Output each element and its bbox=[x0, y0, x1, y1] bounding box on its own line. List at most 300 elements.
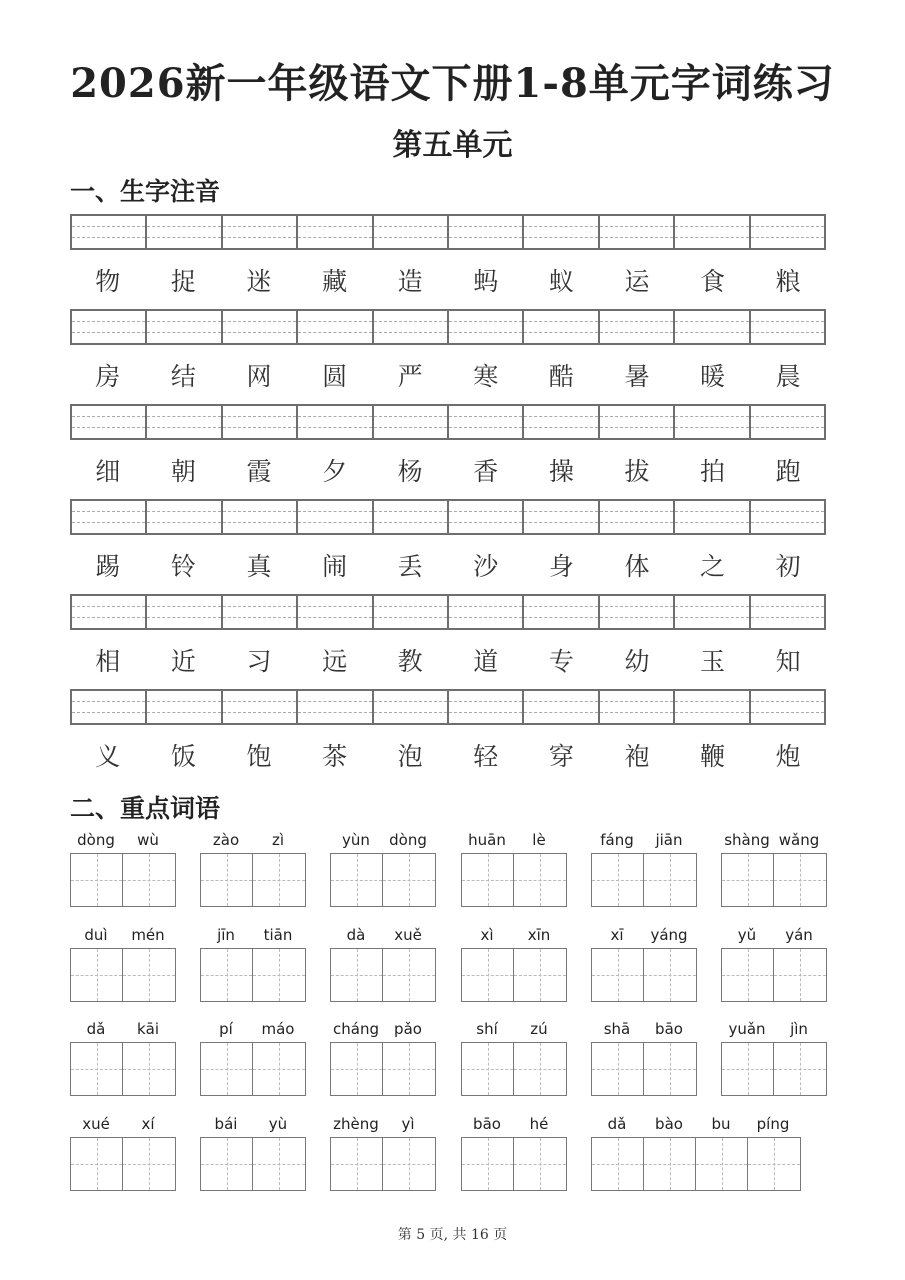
tianzige-box-group bbox=[330, 853, 436, 907]
character: 拔 bbox=[624, 457, 650, 486]
character: 香 bbox=[473, 457, 499, 486]
character-row bbox=[70, 640, 826, 680]
pinyin-syllable: dǎ bbox=[607, 1115, 627, 1133]
pinyin-syllable: pí bbox=[219, 1020, 233, 1038]
character: 近 bbox=[170, 647, 196, 676]
pinyin-writing-cell[interactable] bbox=[600, 691, 675, 723]
section-heading-words: 二、重点词语 bbox=[70, 794, 221, 823]
pinyin-writing-cell[interactable] bbox=[675, 406, 750, 438]
pinyin-writing-cell[interactable] bbox=[600, 596, 675, 628]
unit-subtitle: 第五单元 bbox=[392, 128, 513, 163]
pinyin-writing-cell[interactable] bbox=[675, 691, 750, 723]
tianzige-box[interactable] bbox=[71, 1043, 123, 1095]
character: 细 bbox=[95, 457, 121, 486]
tianzige-box[interactable] bbox=[696, 1138, 748, 1190]
pinyin-syllable: jīn bbox=[217, 926, 235, 944]
pinyin-syllable: bāo bbox=[473, 1115, 501, 1133]
character-row bbox=[70, 355, 826, 395]
pinyin-syllable: pǎo bbox=[394, 1020, 422, 1038]
tianzige-box[interactable] bbox=[123, 854, 175, 906]
pinyin-syllable: yǔ bbox=[737, 926, 757, 944]
pinyin-writing-cell[interactable] bbox=[524, 691, 599, 723]
word-group bbox=[591, 926, 697, 1002]
character: 丢 bbox=[397, 552, 423, 581]
tianzige-box-group bbox=[591, 948, 697, 1002]
character-row bbox=[70, 735, 826, 775]
word-group bbox=[591, 1115, 801, 1191]
character: 饱 bbox=[246, 742, 272, 771]
word-pinyin bbox=[200, 831, 306, 853]
page-title: 2026新一年级语文下册1-8单元字词练习 bbox=[70, 60, 835, 107]
word-group bbox=[461, 926, 567, 1002]
pinyin-syllable: xí bbox=[141, 1115, 155, 1133]
pinyin-writing-cell[interactable] bbox=[298, 406, 373, 438]
tianzige-box[interactable] bbox=[722, 949, 774, 1001]
character: 粮 bbox=[775, 267, 801, 296]
word-group bbox=[461, 831, 567, 907]
tianzige-box[interactable] bbox=[123, 949, 175, 1001]
pinyin-syllable: xī bbox=[610, 926, 624, 944]
character: 晨 bbox=[775, 362, 801, 391]
pinyin-writing-cell[interactable] bbox=[147, 596, 222, 628]
character: 捉 bbox=[170, 267, 196, 296]
pinyin-syllable: bāo bbox=[655, 1020, 683, 1038]
tianzige-box[interactable] bbox=[123, 1138, 175, 1190]
word-pinyin bbox=[591, 831, 697, 853]
pinyin-writing-cell[interactable] bbox=[751, 216, 824, 248]
pinyin-syllable: yán bbox=[785, 926, 813, 944]
word-pinyin bbox=[461, 926, 567, 948]
character-row bbox=[70, 545, 826, 585]
word-pinyin bbox=[591, 926, 697, 948]
pinyin-writing-row bbox=[70, 404, 826, 440]
pinyin-syllable: xué bbox=[82, 1115, 110, 1133]
word-pinyin bbox=[330, 1115, 436, 1137]
pinyin-syllable: dòng bbox=[389, 831, 427, 849]
word-group bbox=[330, 1115, 436, 1191]
character: 圆 bbox=[322, 362, 348, 391]
pinyin-syllable: wù bbox=[137, 831, 159, 849]
tianzige-box[interactable] bbox=[123, 1043, 175, 1095]
pinyin-syllable: xīn bbox=[527, 926, 551, 944]
pinyin-writing-cell[interactable] bbox=[449, 596, 524, 628]
pinyin-writing-cell[interactable] bbox=[223, 596, 298, 628]
word-pinyin bbox=[330, 831, 436, 853]
word-pinyin bbox=[461, 831, 567, 853]
pinyin-writing-cell[interactable] bbox=[600, 406, 675, 438]
pinyin-writing-cell[interactable] bbox=[600, 501, 675, 533]
character: 暖 bbox=[700, 362, 726, 391]
pinyin-syllable: kāi bbox=[136, 1020, 160, 1038]
tianzige-box-group bbox=[330, 1137, 436, 1191]
pinyin-writing-cell[interactable] bbox=[751, 311, 824, 343]
pinyin-writing-cell[interactable] bbox=[298, 501, 373, 533]
word-pinyin bbox=[721, 926, 827, 948]
pinyin-syllable: shí bbox=[476, 1020, 498, 1038]
pinyin-syllable: píng bbox=[756, 1115, 790, 1133]
word-group bbox=[70, 831, 176, 907]
character: 沙 bbox=[473, 552, 499, 581]
word-pinyin bbox=[200, 1115, 306, 1137]
character: 网 bbox=[246, 362, 272, 391]
tianzige-box[interactable] bbox=[201, 949, 253, 1001]
tianzige-box[interactable] bbox=[383, 854, 435, 906]
pinyin-writing-cell[interactable] bbox=[374, 691, 449, 723]
tianzige-box-group bbox=[721, 1042, 827, 1096]
tianzige-box[interactable] bbox=[331, 949, 383, 1001]
tianzige-box[interactable] bbox=[592, 949, 644, 1001]
tianzige-box-group bbox=[591, 853, 697, 907]
tianzige-box-group bbox=[70, 1042, 176, 1096]
character: 闹 bbox=[322, 552, 348, 581]
pinyin-syllable: dòng bbox=[77, 831, 115, 849]
tianzige-box[interactable] bbox=[383, 949, 435, 1001]
pinyin-writing-cell[interactable] bbox=[298, 691, 373, 723]
word-pinyin bbox=[330, 1020, 436, 1042]
word-pinyin bbox=[721, 831, 827, 853]
character: 茶 bbox=[322, 742, 348, 771]
character: 踢 bbox=[95, 552, 121, 581]
tianzige-box[interactable] bbox=[383, 1138, 435, 1190]
tianzige-box-group bbox=[70, 853, 176, 907]
pinyin-writing-cell[interactable] bbox=[524, 596, 599, 628]
word-pinyin bbox=[200, 926, 306, 948]
character: 体 bbox=[624, 552, 650, 581]
pinyin-syllable: yù bbox=[268, 1115, 288, 1133]
word-pinyin bbox=[70, 1115, 176, 1137]
pinyin-writing-cell[interactable] bbox=[374, 216, 449, 248]
character: 杨 bbox=[397, 457, 423, 486]
character: 炮 bbox=[775, 742, 801, 771]
pinyin-writing-cell[interactable] bbox=[449, 216, 524, 248]
pinyin-syllable: yùn bbox=[342, 831, 370, 849]
tianzige-box[interactable] bbox=[748, 1138, 800, 1190]
tianzige-box-group bbox=[461, 1137, 567, 1191]
character: 严 bbox=[397, 362, 423, 391]
page-number: 第 5 页, 共 16 页 bbox=[397, 1227, 508, 1243]
character: 习 bbox=[246, 647, 272, 676]
word-pinyin bbox=[330, 926, 436, 948]
pinyin-syllable: bu bbox=[711, 1115, 731, 1133]
tianzige-box[interactable] bbox=[71, 854, 123, 906]
pinyin-syllable: zhèng bbox=[333, 1115, 379, 1133]
word-group bbox=[721, 926, 827, 1002]
word-group bbox=[721, 831, 827, 907]
tianzige-box[interactable] bbox=[514, 949, 566, 1001]
word-group bbox=[330, 831, 436, 907]
character: 泡 bbox=[397, 742, 423, 771]
tianzige-box-group bbox=[461, 853, 567, 907]
pinyin-writing-cell[interactable] bbox=[72, 216, 147, 248]
pinyin-syllable: jiān bbox=[655, 831, 683, 849]
pinyin-syllable: yì bbox=[401, 1115, 415, 1133]
pinyin-syllable: fáng bbox=[600, 831, 634, 849]
tianzige-box[interactable] bbox=[592, 1043, 644, 1095]
pinyin-writing-cell[interactable] bbox=[147, 406, 222, 438]
character: 穿 bbox=[548, 742, 574, 771]
pinyin-writing-cell[interactable] bbox=[147, 691, 222, 723]
pinyin-syllable: mén bbox=[131, 926, 165, 944]
pinyin-writing-row bbox=[70, 594, 826, 630]
character: 寒 bbox=[473, 362, 499, 391]
pinyin-writing-cell[interactable] bbox=[374, 501, 449, 533]
pinyin-syllable: huān bbox=[468, 831, 506, 849]
tianzige-box[interactable] bbox=[253, 1043, 305, 1095]
tianzige-box[interactable] bbox=[201, 1043, 253, 1095]
pinyin-syllable: wǎng bbox=[778, 831, 820, 849]
tianzige-box[interactable] bbox=[722, 854, 774, 906]
word-pinyin bbox=[591, 1115, 801, 1137]
tianzige-box[interactable] bbox=[201, 1138, 253, 1190]
tianzige-box[interactable] bbox=[253, 949, 305, 1001]
tianzige-box-group bbox=[200, 1042, 306, 1096]
tianzige-box[interactable] bbox=[644, 1138, 696, 1190]
character: 知 bbox=[775, 647, 801, 676]
pinyin-writing-cell[interactable] bbox=[147, 216, 222, 248]
tianzige-box-group bbox=[591, 1137, 801, 1191]
character: 操 bbox=[548, 457, 574, 486]
pinyin-writing-row bbox=[70, 499, 826, 535]
pinyin-writing-cell[interactable] bbox=[751, 596, 824, 628]
tianzige-box[interactable] bbox=[592, 1138, 644, 1190]
tianzige-box[interactable] bbox=[644, 854, 696, 906]
pinyin-writing-cell[interactable] bbox=[72, 501, 147, 533]
word-pinyin bbox=[721, 1020, 827, 1042]
tianzige-box[interactable] bbox=[201, 854, 253, 906]
tianzige-box-group bbox=[330, 1042, 436, 1096]
character: 身 bbox=[548, 552, 574, 581]
word-group bbox=[330, 926, 436, 1002]
character: 饭 bbox=[170, 742, 196, 771]
word-group bbox=[461, 1020, 567, 1096]
word-group bbox=[70, 926, 176, 1002]
pinyin-writing-cell[interactable] bbox=[298, 311, 373, 343]
pinyin-syllable: hé bbox=[529, 1115, 549, 1133]
pinyin-writing-cell[interactable] bbox=[298, 216, 373, 248]
pinyin-writing-cell[interactable] bbox=[675, 216, 750, 248]
pinyin-writing-cell[interactable] bbox=[600, 216, 675, 248]
pinyin-syllable: lè bbox=[532, 831, 546, 849]
word-group bbox=[721, 1020, 827, 1096]
tianzige-box[interactable] bbox=[462, 1138, 514, 1190]
tianzige-box[interactable] bbox=[253, 854, 305, 906]
tianzige-box[interactable] bbox=[774, 1043, 826, 1095]
character: 酷 bbox=[548, 362, 574, 391]
word-group bbox=[200, 831, 306, 907]
character: 拍 bbox=[700, 457, 726, 486]
pinyin-syllable: jìn bbox=[790, 1020, 808, 1038]
pinyin-syllable: shàng bbox=[724, 831, 770, 849]
character: 物 bbox=[95, 267, 121, 296]
character: 相 bbox=[95, 647, 121, 676]
character: 玉 bbox=[700, 647, 726, 676]
tianzige-box[interactable] bbox=[644, 1043, 696, 1095]
character: 暑 bbox=[624, 362, 650, 391]
tianzige-box[interactable] bbox=[462, 949, 514, 1001]
pinyin-writing-cell[interactable] bbox=[223, 406, 298, 438]
pinyin-syllable: yáng bbox=[650, 926, 688, 944]
pinyin-syllable: dà bbox=[346, 926, 366, 944]
tianzige-box-group bbox=[200, 1137, 306, 1191]
pinyin-writing-cell[interactable] bbox=[449, 691, 524, 723]
pinyin-syllable: máo bbox=[261, 1020, 295, 1038]
tianzige-box[interactable] bbox=[331, 1043, 383, 1095]
character: 铃 bbox=[170, 552, 196, 581]
tianzige-box[interactable] bbox=[462, 1043, 514, 1095]
character: 专 bbox=[548, 647, 574, 676]
word-pinyin bbox=[70, 831, 176, 853]
character: 鞭 bbox=[700, 742, 726, 771]
word-pinyin bbox=[461, 1115, 567, 1137]
pinyin-writing-cell[interactable] bbox=[751, 691, 824, 723]
character: 幼 bbox=[624, 647, 650, 676]
pinyin-writing-cell[interactable] bbox=[374, 311, 449, 343]
pinyin-writing-cell[interactable] bbox=[223, 216, 298, 248]
pinyin-writing-cell[interactable] bbox=[524, 216, 599, 248]
tianzige-box[interactable] bbox=[774, 854, 826, 906]
pinyin-writing-cell[interactable] bbox=[675, 596, 750, 628]
pinyin-writing-cell[interactable] bbox=[600, 311, 675, 343]
character: 袍 bbox=[624, 742, 650, 771]
pinyin-syllable: zào bbox=[212, 831, 240, 849]
tianzige-box[interactable] bbox=[514, 1138, 566, 1190]
character: 夕 bbox=[322, 457, 348, 486]
pinyin-writing-cell[interactable] bbox=[524, 406, 599, 438]
tianzige-box[interactable] bbox=[774, 949, 826, 1001]
pinyin-syllable: tiān bbox=[263, 926, 293, 944]
word-group bbox=[591, 1020, 697, 1096]
character: 造 bbox=[397, 267, 423, 296]
tianzige-box[interactable] bbox=[644, 949, 696, 1001]
pinyin-syllable: zì bbox=[271, 831, 285, 849]
tianzige-box[interactable] bbox=[253, 1138, 305, 1190]
character: 蚁 bbox=[548, 267, 574, 296]
pinyin-writing-cell[interactable] bbox=[751, 501, 824, 533]
tianzige-box[interactable] bbox=[514, 1043, 566, 1095]
pinyin-writing-cell[interactable] bbox=[751, 406, 824, 438]
word-group bbox=[330, 1020, 436, 1096]
tianzige-box-group bbox=[721, 853, 827, 907]
tianzige-box-group bbox=[330, 948, 436, 1002]
word-group bbox=[70, 1115, 176, 1191]
pinyin-writing-cell[interactable] bbox=[524, 501, 599, 533]
pinyin-writing-cell[interactable] bbox=[72, 596, 147, 628]
character: 运 bbox=[624, 267, 650, 296]
tianzige-box[interactable] bbox=[592, 854, 644, 906]
pinyin-writing-cell[interactable] bbox=[524, 311, 599, 343]
pinyin-writing-cell[interactable] bbox=[147, 311, 222, 343]
character: 蚂 bbox=[473, 267, 499, 296]
pinyin-syllable: dǎ bbox=[86, 1020, 106, 1038]
word-group bbox=[200, 926, 306, 1002]
tianzige-box-group bbox=[461, 1042, 567, 1096]
character: 义 bbox=[95, 742, 121, 771]
character: 霞 bbox=[246, 457, 272, 486]
character: 真 bbox=[246, 552, 272, 581]
tianzige-box[interactable] bbox=[383, 1043, 435, 1095]
pinyin-writing-cell[interactable] bbox=[374, 406, 449, 438]
pinyin-writing-cell[interactable] bbox=[298, 596, 373, 628]
word-pinyin bbox=[461, 1020, 567, 1042]
character: 道 bbox=[473, 647, 499, 676]
word-group bbox=[200, 1020, 306, 1096]
section-heading-characters: 一、生字注音 bbox=[70, 177, 221, 206]
tianzige-box-group bbox=[591, 1042, 697, 1096]
pinyin-writing-cell[interactable] bbox=[223, 691, 298, 723]
character: 教 bbox=[397, 647, 423, 676]
character: 藏 bbox=[322, 267, 348, 296]
tianzige-box[interactable] bbox=[722, 1043, 774, 1095]
word-group bbox=[200, 1115, 306, 1191]
pinyin-writing-cell[interactable] bbox=[675, 501, 750, 533]
character: 之 bbox=[700, 552, 726, 581]
pinyin-writing-row bbox=[70, 689, 826, 725]
tianzige-box[interactable] bbox=[71, 1138, 123, 1190]
pinyin-writing-cell[interactable] bbox=[223, 311, 298, 343]
pinyin-syllable: cháng bbox=[333, 1020, 379, 1038]
tianzige-box-group bbox=[70, 948, 176, 1002]
pinyin-syllable: xuě bbox=[394, 926, 422, 944]
pinyin-writing-cell[interactable] bbox=[374, 596, 449, 628]
word-pinyin bbox=[70, 1020, 176, 1042]
word-pinyin bbox=[591, 1020, 697, 1042]
tianzige-box[interactable] bbox=[331, 1138, 383, 1190]
pinyin-syllable: xì bbox=[480, 926, 494, 944]
tianzige-box[interactable] bbox=[331, 854, 383, 906]
word-group bbox=[461, 1115, 567, 1191]
pinyin-writing-cell[interactable] bbox=[147, 501, 222, 533]
word-group bbox=[70, 1020, 176, 1096]
pinyin-syllable: yuǎn bbox=[728, 1020, 766, 1038]
pinyin-syllable: duì bbox=[84, 926, 108, 944]
character: 轻 bbox=[473, 742, 499, 771]
pinyin-writing-cell[interactable] bbox=[449, 311, 524, 343]
word-group bbox=[591, 831, 697, 907]
pinyin-writing-cell[interactable] bbox=[449, 406, 524, 438]
character: 朝 bbox=[170, 457, 196, 486]
tianzige-box-group bbox=[200, 853, 306, 907]
pinyin-syllable: zú bbox=[530, 1020, 548, 1038]
tianzige-box[interactable] bbox=[71, 949, 123, 1001]
pinyin-syllable: bái bbox=[214, 1115, 238, 1133]
pinyin-writing-cell[interactable] bbox=[449, 501, 524, 533]
tianzige-box-group bbox=[70, 1137, 176, 1191]
character: 房 bbox=[95, 362, 121, 391]
tianzige-box[interactable] bbox=[514, 854, 566, 906]
pinyin-writing-row bbox=[70, 309, 826, 345]
pinyin-writing-cell[interactable] bbox=[223, 501, 298, 533]
pinyin-writing-row bbox=[70, 214, 826, 250]
tianzige-box-group bbox=[461, 948, 567, 1002]
character-row bbox=[70, 260, 826, 300]
character: 初 bbox=[775, 552, 801, 581]
character-row bbox=[70, 450, 826, 490]
pinyin-writing-cell[interactable] bbox=[72, 311, 147, 343]
character: 迷 bbox=[246, 267, 272, 296]
pinyin-syllable: shā bbox=[603, 1020, 631, 1038]
pinyin-writing-cell[interactable] bbox=[675, 311, 750, 343]
pinyin-syllable: bào bbox=[655, 1115, 683, 1133]
character: 跑 bbox=[775, 457, 801, 486]
tianzige-box-group bbox=[200, 948, 306, 1002]
pinyin-writing-cell[interactable] bbox=[72, 691, 147, 723]
character: 结 bbox=[170, 362, 196, 391]
pinyin-writing-cell[interactable] bbox=[72, 406, 147, 438]
tianzige-box-group bbox=[721, 948, 827, 1002]
character: 远 bbox=[322, 647, 348, 676]
tianzige-box[interactable] bbox=[462, 854, 514, 906]
word-pinyin bbox=[70, 926, 176, 948]
